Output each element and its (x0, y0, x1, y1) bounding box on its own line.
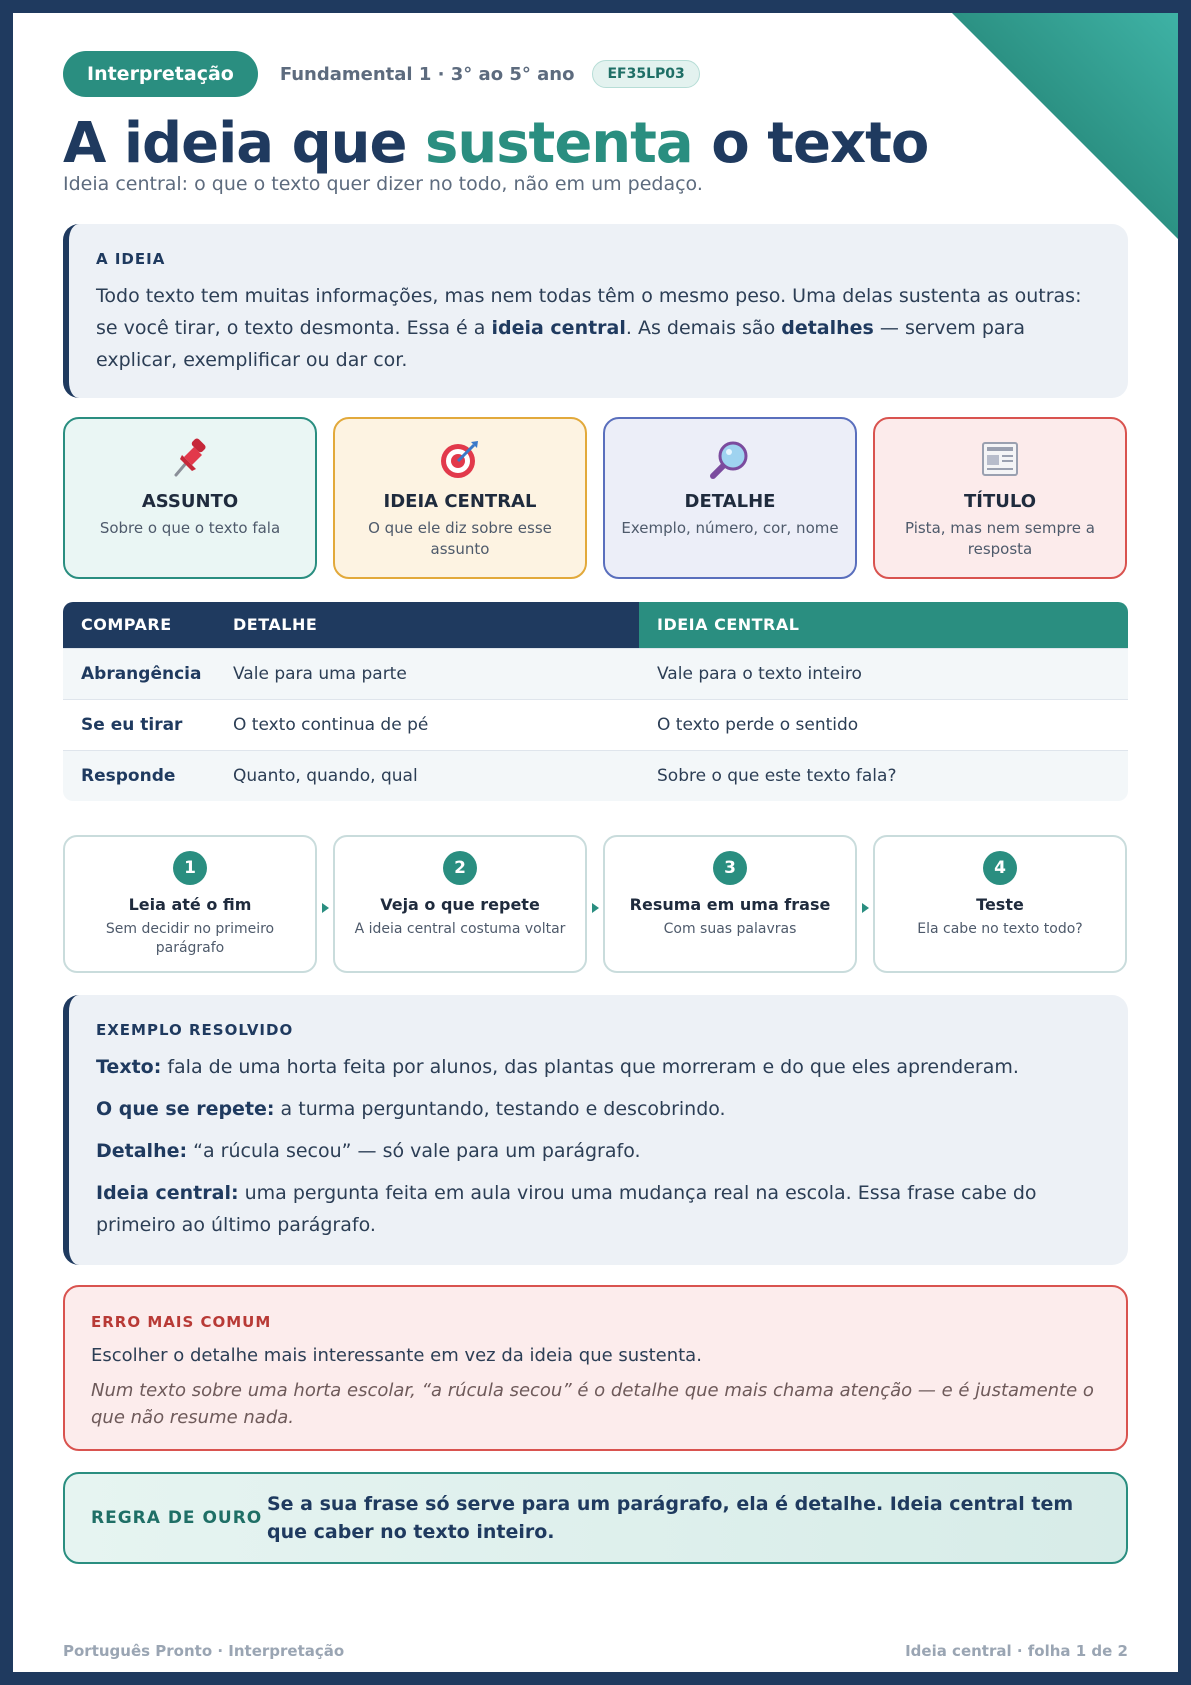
error-label: ERRO MAIS COMUM (91, 1313, 272, 1331)
example-key: O que se repete: (96, 1098, 275, 1120)
step-desc: A ideia central costuma voltar (354, 921, 566, 937)
detalhe-cell: Quanto, quando, qual (233, 766, 418, 786)
table-row (63, 750, 1128, 801)
idea-text-1: Todo texto tem muitas informações, mas nem todas têm o mesmo peso. Uma delas sustenta as outras: se você tirar, o texto desmonta. Essa é a (96, 285, 1082, 339)
card-title: TÍTULO (964, 491, 1036, 512)
arrow-right-icon (862, 903, 869, 913)
card-title: DETALHE (684, 491, 776, 512)
golden-rule-box (63, 1472, 1128, 1564)
example-text: “a rúcula secou” — só vale para um parágrafo. (187, 1140, 641, 1162)
step-title: Teste (976, 895, 1024, 914)
example-key: Detalhe: (96, 1140, 188, 1162)
row-label: Responde (81, 766, 176, 786)
card-desc: O que ele diz sobre esse assunto (368, 519, 552, 558)
detalhe-cell: Vale para uma parte (233, 664, 407, 684)
card-desc: Pista, mas nem sempre a resposta (904, 519, 1095, 558)
card-assunto (63, 417, 317, 579)
step-number: 1 (173, 851, 207, 885)
page-title (63, 111, 928, 176)
idea-bold-details: detalhes (781, 317, 874, 339)
golden-rule-text: Se a sua frase só serve para um parágrafo, ela é detalhe. Ideia central tem que caber no texto inteiro. (267, 1493, 1074, 1543)
ideia-central-cell: Vale para o texto inteiro (657, 664, 862, 684)
step-desc: Sem decidir no primeiro parágrafo (105, 921, 275, 956)
row-label: Se eu tirar (81, 715, 183, 735)
magnifier-icon (708, 437, 752, 481)
example-line (96, 1093, 1098, 1125)
card-titulo (873, 417, 1127, 579)
card-desc: Sobre o que o texto fala (99, 519, 281, 537)
bncc-code-badge: EF35LP03 (592, 60, 699, 88)
concept-cards (63, 417, 1127, 579)
title-accent: sustenta (425, 111, 693, 176)
card-title: IDEIA CENTRAL (383, 491, 537, 512)
card-detalhe (603, 417, 857, 579)
card-ideia-central (333, 417, 587, 579)
ideia-central-cell: O texto perde o sentido (657, 715, 859, 735)
step-number: 3 (713, 851, 747, 885)
compare-header-compare: COMPARE (63, 602, 233, 648)
footer-right: Ideia central · folha 1 de 2 (905, 1642, 1128, 1660)
step-desc: Com suas palavras (663, 921, 797, 937)
footer-left: Português Pronto · Interpretação (63, 1642, 345, 1660)
example-line (96, 1135, 1098, 1167)
compare-header-row (63, 602, 1128, 648)
corner-decoration (950, 13, 1178, 241)
arrow-right-icon (592, 903, 599, 913)
worked-example-box (63, 995, 1128, 1265)
compare-table (63, 602, 1128, 801)
worksheet-page (13, 13, 1178, 1672)
title-part-2: o texto (692, 111, 929, 176)
page-subtitle: Ideia central: o que o texto quer dizer no todo, não em um pedaço. (63, 173, 703, 195)
pushpin-icon (168, 437, 212, 481)
step-number: 2 (443, 851, 477, 885)
newspaper-icon (978, 437, 1022, 481)
row-label: Abrangência (81, 664, 202, 684)
golden-rule-label: REGRA DE OURO (91, 1508, 263, 1528)
idea-box (63, 224, 1128, 398)
header-row (63, 51, 700, 97)
common-error-box (63, 1285, 1128, 1451)
title-part-1: A ideia que (63, 111, 426, 176)
ideia-central-cell: Sobre o que este texto fala? (657, 766, 897, 786)
idea-text-3: — servem para explicar, exemplificar ou dar cor. (96, 317, 1025, 371)
idea-bold-central: ideia central (491, 317, 626, 339)
example-key: Texto: (96, 1056, 162, 1078)
error-example-note: Num texto sobre uma horta escolar, “a rúcula secou” é o detalhe que mais chama atenção — e é justamente o que não resume nada. (91, 1380, 1094, 1428)
card-title: ASSUNTO (141, 491, 239, 512)
example-line (96, 1051, 1098, 1083)
idea-text-2: . As demais são (625, 317, 782, 339)
idea-text (96, 280, 1098, 376)
compare-header-ideia-central: IDEIA CENTRAL (639, 602, 1128, 648)
example-line (96, 1177, 1098, 1241)
table-row (63, 648, 1128, 699)
idea-label: A IDEIA (96, 250, 166, 268)
example-label: EXEMPLO RESOLVIDO (96, 1021, 294, 1039)
step-desc: Ela cabe no texto todo? (917, 921, 1083, 937)
table-row (63, 699, 1128, 750)
compare-header-detalhe: DETALHE (233, 602, 639, 648)
step-title: Veja o que repete (380, 895, 540, 914)
topic-pill: Interpretação (63, 51, 258, 97)
step-title: Resuma em uma frase (629, 895, 831, 914)
example-text: fala de uma horta feita por alunos, das plantas que morreram e do que eles aprenderam. (161, 1056, 1019, 1078)
arrow-right-icon (322, 903, 329, 913)
step-card (873, 835, 1127, 973)
step-card (63, 835, 317, 973)
error-main-text: Escolher o detalhe mais interessante em vez da ideia que sustenta. (91, 1345, 702, 1366)
example-text: uma pergunta feita em aula virou uma mudança real na escola. Essa frase cabe do primeiro ao último parágrafo. (96, 1182, 1037, 1236)
card-desc: Exemplo, número, cor, nome (621, 519, 839, 537)
grade-level: Fundamental 1 · 3° ao 5° ano (279, 63, 575, 85)
step-card (603, 835, 857, 973)
step-card (333, 835, 587, 973)
detalhe-cell: O texto continua de pé (233, 715, 429, 735)
example-key: Ideia central: (96, 1182, 239, 1204)
steps-row (63, 835, 1127, 973)
step-title: Leia até o fim (128, 895, 252, 914)
example-text: a turma perguntando, testando e descobrindo. (274, 1098, 726, 1120)
target-icon (438, 437, 482, 481)
step-number: 4 (983, 851, 1017, 885)
